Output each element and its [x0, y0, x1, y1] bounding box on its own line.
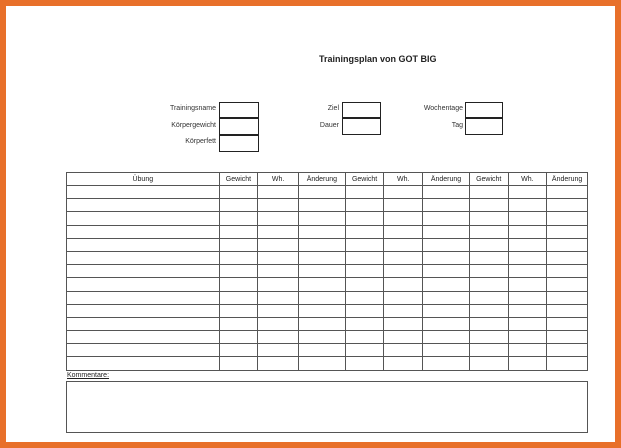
table-cell[interactable]: [258, 238, 299, 251]
table-cell[interactable]: [345, 265, 384, 278]
table-cell[interactable]: [423, 212, 470, 225]
table-cell[interactable]: [469, 186, 508, 199]
table-cell[interactable]: [298, 304, 345, 317]
table-row: [67, 331, 588, 344]
table-cell[interactable]: [298, 186, 345, 199]
comments-label: Kommentare:: [67, 372, 110, 379]
ziel-field[interactable]: [342, 102, 381, 118]
table-cell[interactable]: [469, 238, 508, 251]
table-header-row: [67, 173, 588, 186]
table-cell[interactable]: [384, 265, 423, 278]
table-cell[interactable]: [423, 251, 470, 264]
table-cell[interactable]: [219, 225, 258, 238]
table-cell[interactable]: [384, 357, 423, 370]
table-cell[interactable]: [258, 278, 299, 291]
table-row: [67, 212, 588, 225]
table-cell[interactable]: [469, 199, 508, 212]
col-header-gewicht-1: Gewicht: [219, 173, 258, 186]
table-cell[interactable]: [298, 238, 345, 251]
table-row: [67, 317, 588, 330]
table-cell[interactable]: [345, 317, 384, 330]
col-header-uebung: Übung: [67, 173, 220, 186]
table-cell[interactable]: [345, 212, 384, 225]
table-cell[interactable]: [508, 238, 547, 251]
table-cell[interactable]: [384, 251, 423, 264]
table-cell[interactable]: [423, 291, 470, 304]
table-cell[interactable]: [508, 265, 547, 278]
table-cell[interactable]: [258, 317, 299, 330]
table-cell[interactable]: [384, 317, 423, 330]
table-row: [67, 225, 588, 238]
table-cell[interactable]: [298, 265, 345, 278]
table-cell[interactable]: [298, 212, 345, 225]
col-header-wh-2: Wh.: [384, 173, 423, 186]
table-cell[interactable]: [508, 186, 547, 199]
field-label-wochentage: Wochentage: [423, 105, 463, 112]
table-cell[interactable]: [219, 212, 258, 225]
koerpergewicht-field[interactable]: [219, 118, 259, 135]
table-cell[interactable]: [547, 317, 588, 330]
table-cell[interactable]: [67, 238, 220, 251]
koerperfett-field[interactable]: [219, 135, 259, 152]
table-cell[interactable]: [219, 278, 258, 291]
table-row: [67, 357, 588, 370]
table-cell[interactable]: [423, 186, 470, 199]
table-cell[interactable]: [384, 304, 423, 317]
table-cell[interactable]: [423, 331, 470, 344]
table-cell[interactable]: [67, 199, 220, 212]
table-row: [67, 186, 588, 199]
table-cell[interactable]: [345, 291, 384, 304]
table-cell[interactable]: [508, 251, 547, 264]
table-cell[interactable]: [508, 357, 547, 370]
table-cell[interactable]: [67, 225, 220, 238]
table-cell[interactable]: [258, 344, 299, 357]
table-row: [67, 251, 588, 264]
trainingsname-field[interactable]: [219, 102, 259, 118]
field-label-koerpergewicht: Körpergewicht: [171, 122, 216, 129]
table-cell[interactable]: [547, 199, 588, 212]
table-row: [67, 199, 588, 212]
table-cell[interactable]: [258, 304, 299, 317]
table-cell[interactable]: [67, 278, 220, 291]
table-cell[interactable]: [469, 304, 508, 317]
table-cell[interactable]: [469, 251, 508, 264]
table-cell[interactable]: [219, 199, 258, 212]
table-cell[interactable]: [219, 265, 258, 278]
table-cell[interactable]: [298, 251, 345, 264]
table-cell[interactable]: [508, 225, 547, 238]
table-row: [67, 238, 588, 251]
table-row: [67, 304, 588, 317]
table-cell[interactable]: [547, 251, 588, 264]
table-cell[interactable]: [547, 357, 588, 370]
table-cell[interactable]: [219, 186, 258, 199]
table-cell[interactable]: [469, 225, 508, 238]
table-cell[interactable]: [345, 357, 384, 370]
table-cell[interactable]: [469, 212, 508, 225]
table-cell[interactable]: [67, 317, 220, 330]
table-cell[interactable]: [298, 291, 345, 304]
table-cell[interactable]: [384, 186, 423, 199]
table-cell[interactable]: [258, 199, 299, 212]
table-cell[interactable]: [423, 199, 470, 212]
table-cell[interactable]: [219, 357, 258, 370]
table-cell[interactable]: [423, 225, 470, 238]
table-cell[interactable]: [298, 344, 345, 357]
table-cell[interactable]: [258, 251, 299, 264]
table-cell[interactable]: [258, 357, 299, 370]
table-cell[interactable]: [345, 186, 384, 199]
table-cell[interactable]: [345, 278, 384, 291]
table-body: [67, 186, 588, 371]
table-cell[interactable]: [67, 212, 220, 225]
table-cell[interactable]: [298, 357, 345, 370]
table-cell[interactable]: [423, 238, 470, 251]
table-cell[interactable]: [469, 291, 508, 304]
table-cell[interactable]: [219, 331, 258, 344]
table-cell[interactable]: [547, 344, 588, 357]
field-label-koerperfett: Körperfett: [185, 138, 216, 145]
col-header-gewicht-2: Gewicht: [345, 173, 384, 186]
table-cell[interactable]: [423, 344, 470, 357]
field-label-ziel: Ziel: [327, 105, 339, 112]
table-cell[interactable]: [219, 291, 258, 304]
table-cell[interactable]: [298, 278, 345, 291]
table-cell[interactable]: [67, 357, 220, 370]
table-cell[interactable]: [508, 291, 547, 304]
table-row: [67, 265, 588, 278]
table-cell[interactable]: [345, 225, 384, 238]
col-header-wh-3: Wh.: [508, 173, 547, 186]
table-cell[interactable]: [469, 278, 508, 291]
table-cell[interactable]: [298, 225, 345, 238]
table-cell[interactable]: [298, 317, 345, 330]
table-cell[interactable]: [547, 238, 588, 251]
table-cell[interactable]: [384, 212, 423, 225]
table-cell[interactable]: [67, 251, 220, 264]
table-row: [67, 344, 588, 357]
table-cell[interactable]: [547, 278, 588, 291]
col-header-wh-1: Wh.: [258, 173, 299, 186]
table-cell[interactable]: [469, 331, 508, 344]
table-cell[interactable]: [258, 331, 299, 344]
page-title: Trainingsplan von GOT BIG: [319, 54, 437, 64]
table-cell[interactable]: [547, 331, 588, 344]
table-cell[interactable]: [219, 344, 258, 357]
col-header-aenderung-2: Änderung: [423, 173, 470, 186]
col-header-aenderung-1: Änderung: [298, 173, 345, 186]
table-cell[interactable]: [384, 278, 423, 291]
table-cell[interactable]: [469, 265, 508, 278]
table-cell[interactable]: [345, 331, 384, 344]
table-cell[interactable]: [384, 199, 423, 212]
table-cell[interactable]: [547, 304, 588, 317]
table-cell[interactable]: [258, 212, 299, 225]
table-cell[interactable]: [508, 212, 547, 225]
table-cell[interactable]: [547, 186, 588, 199]
table-cell[interactable]: [423, 278, 470, 291]
table-cell[interactable]: [67, 304, 220, 317]
table-cell[interactable]: [508, 278, 547, 291]
table-cell[interactable]: [345, 344, 384, 357]
field-label-trainingsname: Trainingsname: [169, 105, 216, 112]
table-cell[interactable]: [508, 199, 547, 212]
table-cell[interactable]: [469, 344, 508, 357]
document-page: [6, 6, 615, 442]
table-cell[interactable]: [67, 344, 220, 357]
table-cell[interactable]: [67, 291, 220, 304]
field-label-tag: Tag: [451, 122, 463, 129]
table-cell[interactable]: [547, 265, 588, 278]
table-cell[interactable]: [345, 251, 384, 264]
table-cell[interactable]: [67, 186, 220, 199]
table-cell[interactable]: [384, 331, 423, 344]
table-cell[interactable]: [469, 357, 508, 370]
table-cell[interactable]: [345, 304, 384, 317]
table-cell[interactable]: [547, 225, 588, 238]
field-label-dauer: Dauer: [319, 122, 339, 129]
table-cell[interactable]: [423, 304, 470, 317]
training-table: [66, 172, 588, 371]
table-cell[interactable]: [258, 225, 299, 238]
table-cell[interactable]: [508, 304, 547, 317]
dauer-field[interactable]: [342, 118, 381, 135]
table-cell[interactable]: [384, 291, 423, 304]
table-cell[interactable]: [469, 317, 508, 330]
table-cell[interactable]: [345, 199, 384, 212]
table-cell[interactable]: [258, 186, 299, 199]
table-cell[interactable]: [298, 331, 345, 344]
table-cell[interactable]: [508, 344, 547, 357]
table-cell[interactable]: [384, 238, 423, 251]
table-cell[interactable]: [423, 317, 470, 330]
table-cell[interactable]: [508, 317, 547, 330]
col-header-gewicht-3: Gewicht: [469, 173, 508, 186]
table-cell[interactable]: [219, 317, 258, 330]
table-cell[interactable]: [547, 291, 588, 304]
col-header-aenderung-3: Änderung: [547, 173, 588, 186]
table-cell[interactable]: [423, 357, 470, 370]
table-cell[interactable]: [345, 238, 384, 251]
table-cell[interactable]: [258, 265, 299, 278]
table-cell[interactable]: [547, 212, 588, 225]
table-cell[interactable]: [67, 331, 220, 344]
comments-field[interactable]: [66, 381, 588, 433]
table-cell[interactable]: [67, 265, 220, 278]
table-cell[interactable]: [298, 199, 345, 212]
table-cell[interactable]: [508, 331, 547, 344]
table-cell[interactable]: [219, 238, 258, 251]
table-cell[interactable]: [384, 225, 423, 238]
table-cell[interactable]: [258, 291, 299, 304]
table-cell[interactable]: [423, 265, 470, 278]
table-cell[interactable]: [219, 304, 258, 317]
wochentage-field[interactable]: [465, 102, 503, 118]
table-cell[interactable]: [384, 344, 423, 357]
table-cell[interactable]: [219, 251, 258, 264]
table-row: [67, 291, 588, 304]
tag-field[interactable]: [465, 118, 503, 135]
table-row: [67, 278, 588, 291]
